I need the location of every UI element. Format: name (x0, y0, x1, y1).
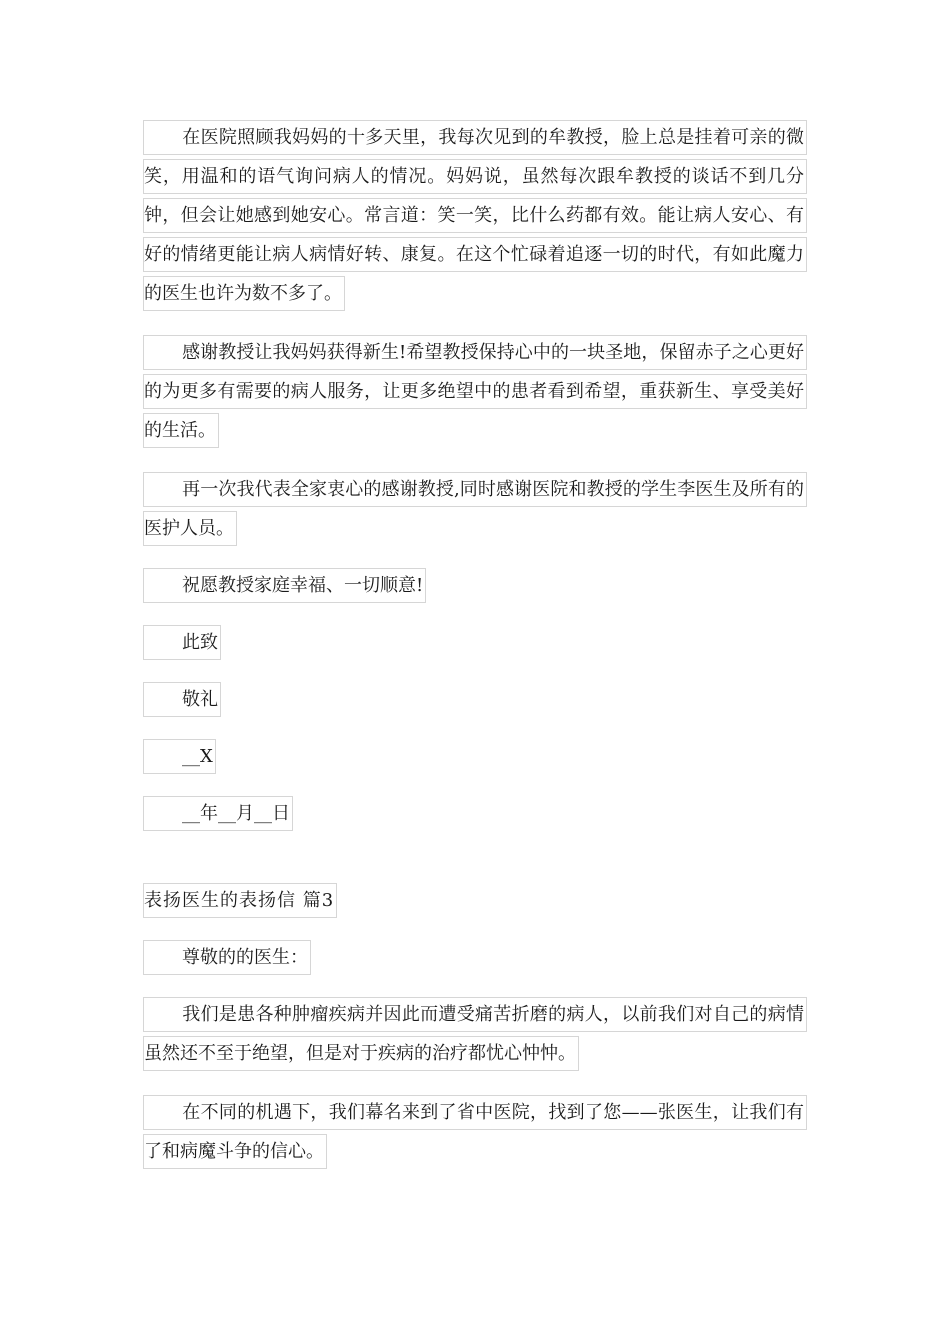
paragraph-professor-smile (143, 118, 807, 313)
paragraph-text: 敬礼 (182, 689, 218, 710)
paragraph-text: 在医院照顾我妈妈的十多天里，我每次见到的牟教授，脸上总是挂着可亲的微笑，用温和的语气询问病人的情况。妈妈说，虽然每次跟牟教授的谈话不到几分钟，但会让她感到她安心。常言道：笑一笑，比什么药都有效。能让病人安心、有好的情绪更能让病人病情好转、康复。在这个忙碌着追逐一切的时代，有如此魔力的医生也许为数不多了。 (144, 127, 804, 304)
section-heading (143, 881, 807, 920)
paragraph-text: 祝愿教授家庭幸福、一切顺意! (182, 575, 424, 596)
paragraph-patients-intro (143, 995, 807, 1073)
paragraph-text: 此致 (182, 632, 218, 653)
letter-greeting (143, 938, 807, 977)
paragraph-hospital-visit (143, 1093, 807, 1171)
closing-regards (143, 680, 807, 719)
paragraph-text: 我们是患各种肿瘤疾病并因此而遭受痛苦折磨的病人，以前我们对自己的病情虽然还不至于绝望，但是对于疾病的治疗都忧心忡忡。 (144, 1004, 804, 1064)
paragraph-text: __X (182, 746, 213, 767)
paragraph-thanks-new-life (143, 333, 807, 450)
signature-line (143, 737, 807, 776)
heading-text: 表扬医生的表扬信 篇3 (144, 890, 335, 911)
date-line (143, 794, 807, 833)
paragraph-text: __年__月__日 (182, 803, 290, 824)
paragraph-family-thanks (143, 470, 807, 548)
document-body (143, 118, 807, 1171)
paragraph-wishes (143, 566, 807, 605)
paragraph-text: 在不同的机遇下，我们幕名来到了省中医院，找到了您——张医生，让我们有了和病魔斗争的信心。 (144, 1102, 804, 1162)
closing-salutation (143, 623, 807, 662)
paragraph-text: 再一次我代表全家衷心的感谢教授,同时感谢医院和教授的学生李医生及所有的医护人员。 (144, 479, 804, 539)
paragraph-text: 感谢教授让我妈妈获得新生!希望教授保持心中的一块圣地，保留赤子之心更好的为更多有需要的病人服务，让更多绝望中的患者看到希望，重获新生、享受美好的生活。 (144, 342, 804, 441)
paragraph-text: 尊敬的的医生： (182, 947, 308, 968)
